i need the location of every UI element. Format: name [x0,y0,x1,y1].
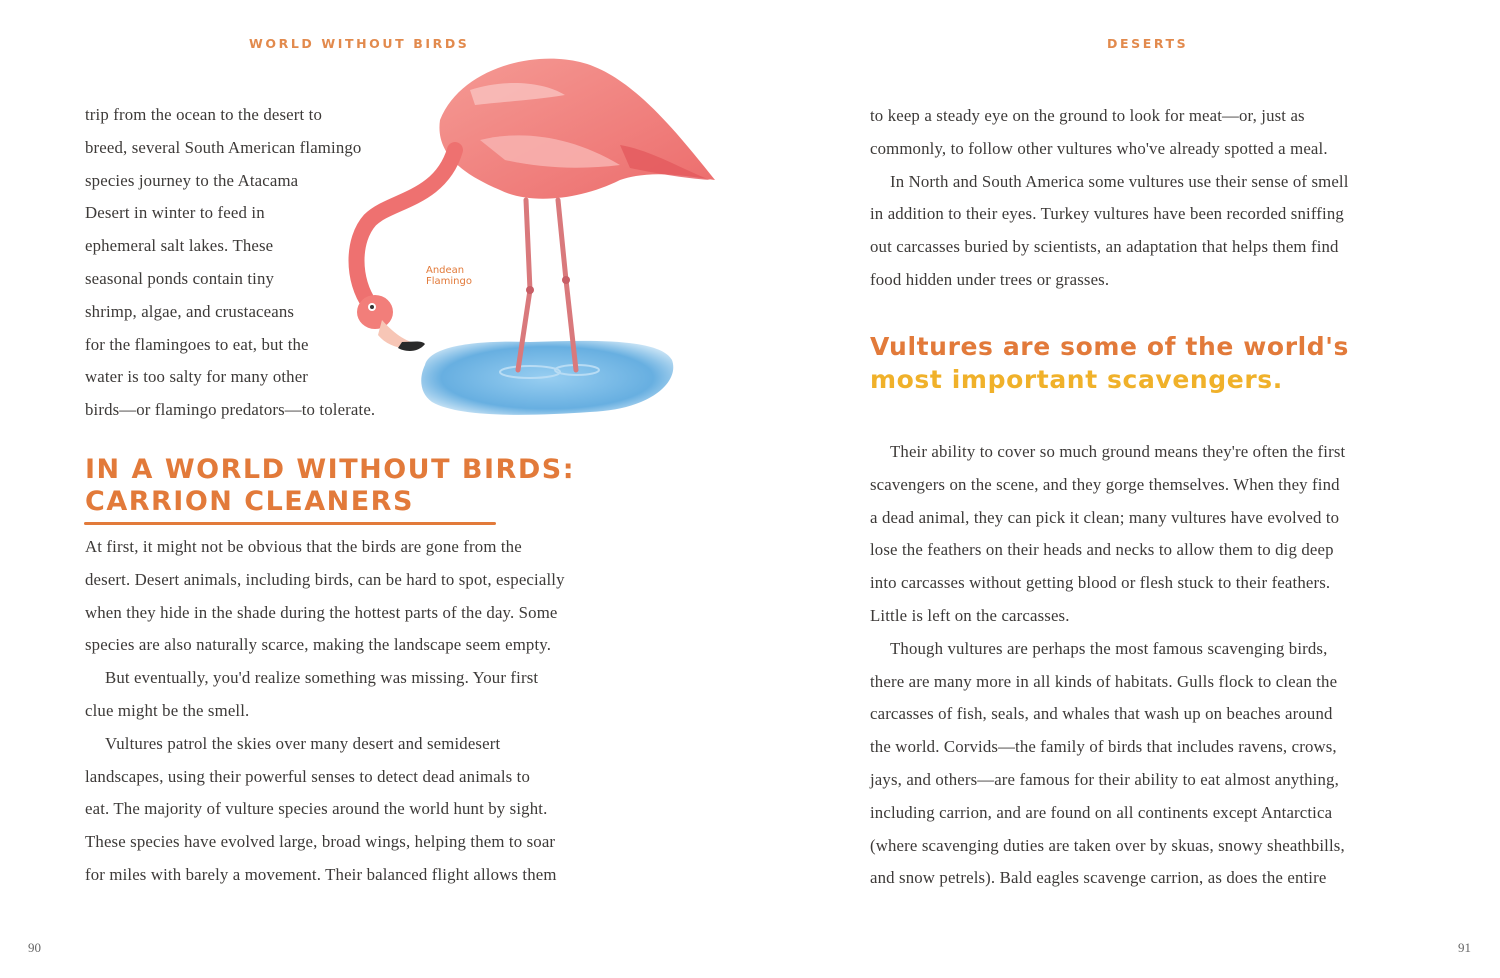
text-line: landscapes, using their powerful senses to detect dead animals to [85,766,531,786]
running-head-left: WORLD WITHOUT BIRDS [249,36,470,51]
caption-line: Andean [426,265,465,276]
text-line: Vultures patrol the skies over many desert and semidesert [105,733,501,753]
text-line: into carcasses without getting blood or flesh stuck to their feathers. [870,573,1331,593]
heading-underline [84,522,496,525]
right-page [750,0,1500,978]
pull-quote [870,330,1349,396]
text-line: Little is left on the carcasses. [870,605,1070,625]
text-line: when they hide in the shade during the hottest parts of the day. Some [85,602,558,622]
pull-quote-line: most important scavengers. [870,365,1283,394]
page-number-right: 91 [1458,940,1471,955]
text-line: (where scavenging duties are taken over by skuas, snowy sheathbills, [870,835,1345,855]
text-line: lose the feathers on their heads and necks to allow them to dig deep [870,540,1334,560]
pull-quote-line: Vultures are some of the world's [870,332,1350,361]
text-line: breed, several South American flamingo [85,137,362,157]
text-line: jays, and others—are famous for their ability to eat almost anything, [870,769,1339,789]
text-line: food hidden under trees or grasses. [870,269,1110,289]
text-line: At first, it might not be obvious that the birds are gone from the [85,537,522,556]
illustration-caption [426,265,472,287]
text-line: These species have evolved large, broad wings, helping them to soar [85,832,556,852]
text-line: Their ability to cover so much ground means they're often the first [890,442,1346,461]
text-line: species journey to the Atacama [85,170,299,190]
text-line: to keep a steady eye on the ground to look for meat—or, just as [870,106,1305,125]
text-line: But eventually, you'd realize something was missing. Your first [105,668,539,688]
text-line: and snow petrels). Bald eagles scavenge carrion, as does the entire [870,868,1327,888]
text-line: shrimp, algae, and crustaceans [85,301,295,321]
text-line: seasonal ponds contain tiny [85,268,275,288]
running-head-right: DESERTS [1107,36,1189,51]
text-line: ephemeral salt lakes. These [85,236,274,256]
body-paragraphs-left [85,531,565,892]
text-line: for miles with barely a movement. Their balanced flight allows them [85,864,557,884]
text-line: there are many more in all kinds of habitats. Gulls flock to clean the [870,671,1338,691]
text-line: Though vultures are perhaps the most famous scavenging birds, [890,638,1328,658]
text-line: for the flamingoes to eat, but the [85,334,309,354]
top-paragraphs-right [870,100,1349,297]
text-line: carcasses of fish, seals, and whales that wash up on beaches around [870,704,1333,724]
text-line: water is too salty for many other [85,367,309,387]
text-line: desert. Desert animals, including birds, can be hard to spot, especially [85,569,565,589]
text-line: scavengers on the scene, and they gorge themselves. When they find [870,474,1340,494]
text-line: clue might be the smell. [85,700,250,720]
text-line: commonly, to follow other vultures who've already spotted a meal. [870,138,1328,158]
text-line: trip from the ocean to the desert to [85,105,322,124]
text-line: the world. Corvids—the family of birds that includes ravens, crows, [870,737,1337,757]
text-line: species are also naturally scarce, making the landscape seem empty. [85,635,552,655]
text-line: Desert in winter to feed in [85,203,265,223]
caption-line: Flamingo [426,276,472,287]
heading-line: CARRION CLEANERS [85,486,414,517]
bottom-paragraphs-right [870,436,1345,895]
text-line: including carrion, and are found on all continents except Antarctica [870,802,1333,822]
text-line: a dead animal, they can pick it clean; many vultures have evolved to [870,507,1340,527]
text-line: in addition to their eyes. Turkey vultures have been recorded sniffing [870,204,1344,224]
flamingo-illustration [330,50,730,430]
text-line: In North and South America some vultures use their sense of smell [890,171,1349,191]
section-heading [85,454,575,518]
page-number-left: 90 [28,940,41,955]
heading-line: IN A WORLD WITHOUT BIRDS: [85,454,575,485]
text-line: out carcasses buried by scientists, an adaptation that helps them find [870,237,1339,257]
text-line: eat. The majority of vulture species around the world hunt by sight. [85,799,548,819]
text-line: birds—or flamingo predators—to tolerate. [85,400,376,420]
